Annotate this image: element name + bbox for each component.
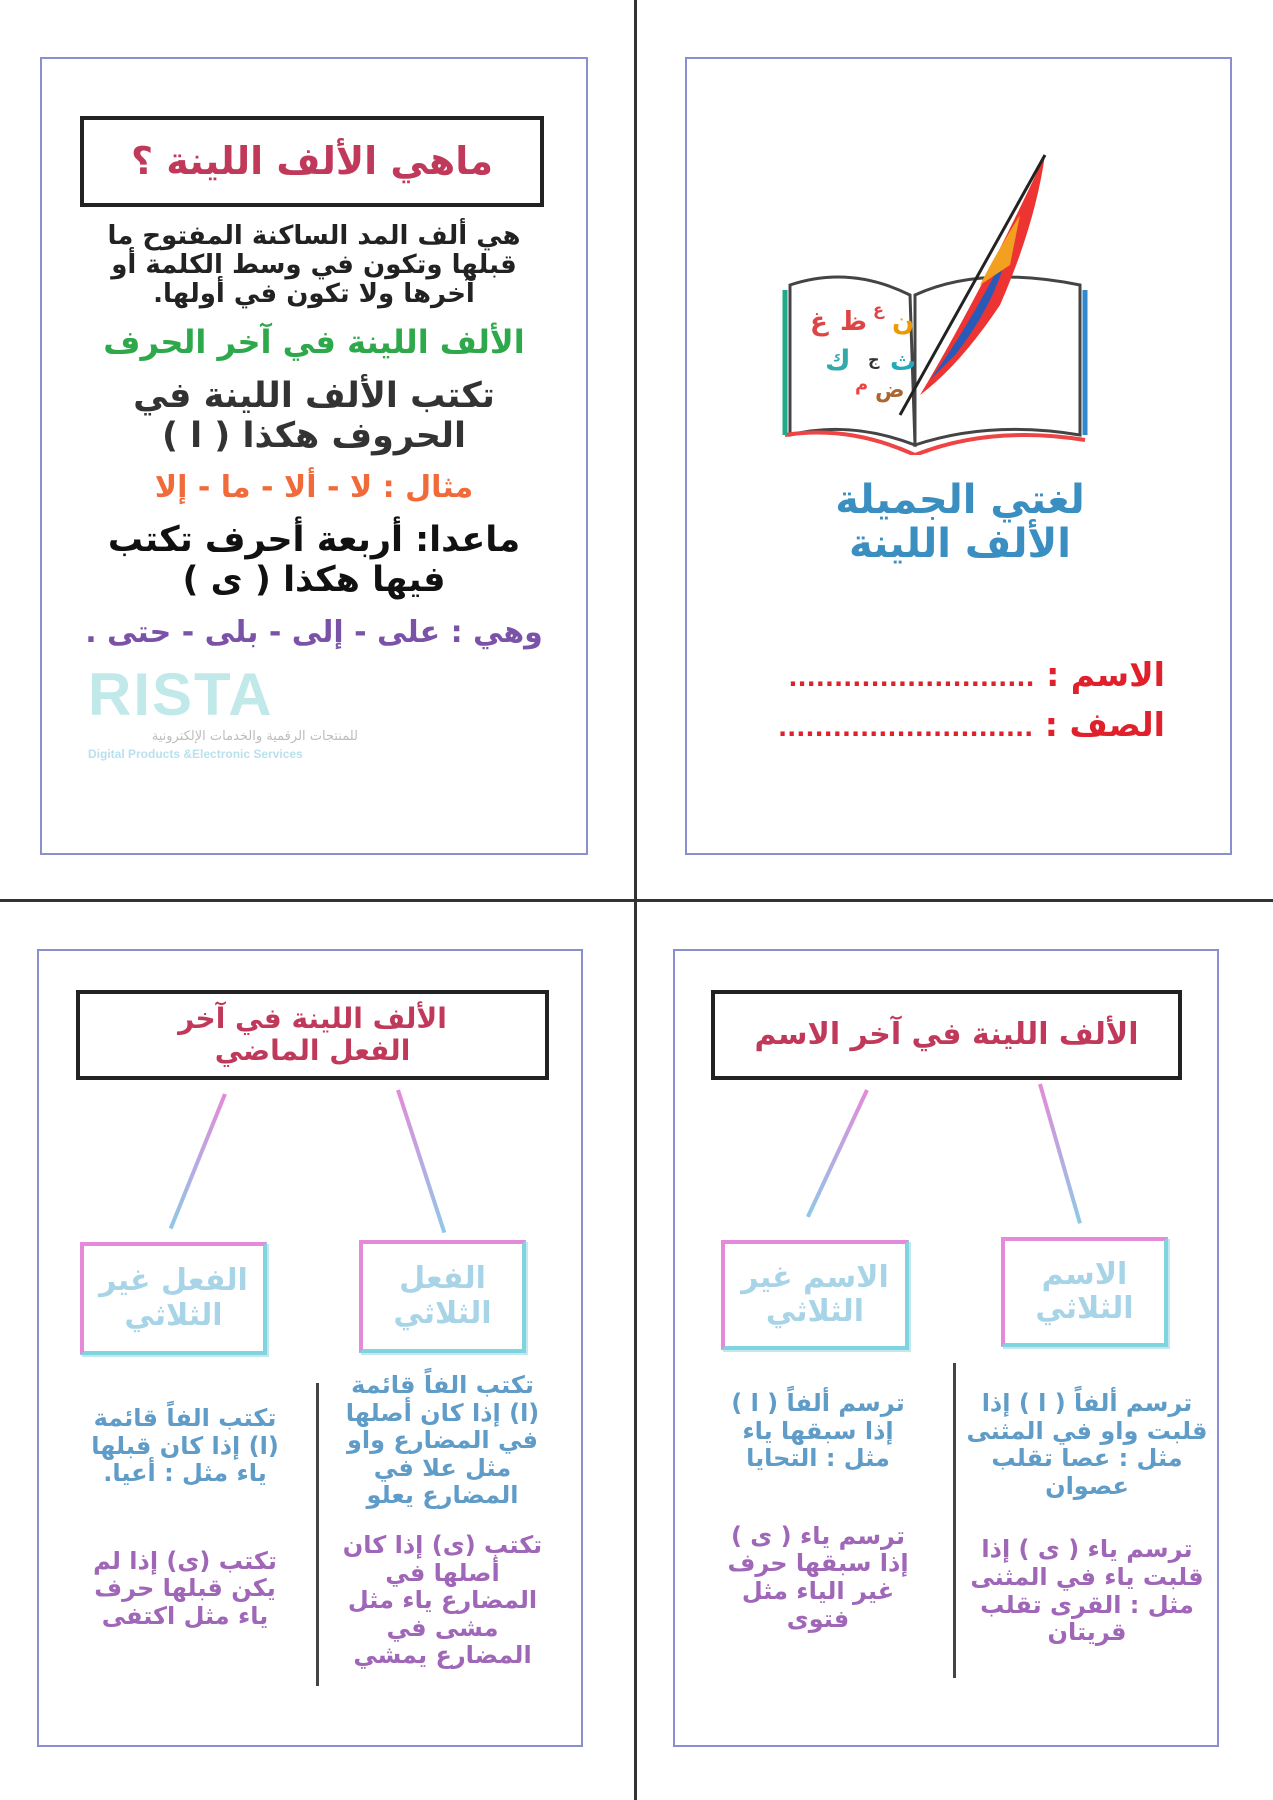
- illustration-letter: ن: [892, 307, 915, 337]
- definition-rule: تكتب الألف اللينة في الحروف هكذا ( ا ): [133, 375, 495, 456]
- definition-body: [60, 222, 568, 761]
- watermark-tagline-en: Digital Products &Electronic Services: [88, 746, 303, 761]
- verb-triliteral-alif-rule: تكتب الفاً قائمة (ا) إذا كان أصلها في المضارع واو مثل علا في المضارع يعلو: [345, 1371, 540, 1510]
- column-divider: [316, 1383, 319, 1686]
- illustration-letter: م: [855, 374, 869, 395]
- definition-title: ماهي الألف اللينة ؟: [80, 116, 544, 207]
- definition-exception-list: وهي : على - إلى - بلى - حتى .: [85, 614, 543, 650]
- noun-non-triliteral-alif-rule: ترسم ألفاً ( ا ) إذا سبقها ياء مثل : التحايا: [731, 1389, 905, 1473]
- noun-triliteral-column: [962, 1390, 1212, 1647]
- noun-title: الألف اللينة في آخر الاسم: [711, 990, 1182, 1080]
- illustration-letter: ث: [890, 347, 917, 377]
- verb-triliteral-column: [335, 1372, 550, 1670]
- noun-triliteral-box: الاسم الثلاثي: [1001, 1237, 1168, 1347]
- verb-non-triliteral-column: [80, 1405, 290, 1631]
- class-label: الصف :: [1044, 705, 1165, 744]
- column-divider: [953, 1363, 956, 1678]
- illustration-letter: ع: [873, 300, 884, 319]
- watermark-brand: RISTA: [88, 660, 274, 728]
- horizontal-fold-line: [0, 899, 1273, 902]
- class-field[interactable]: [725, 705, 1165, 745]
- noun-non-triliteral-ya-rule: ترسم ياء ( ى ) إذا سبقها حرف غير الياء مثل فتوى: [727, 1521, 909, 1633]
- cover-title-line1: لغتي الجميلة: [835, 477, 1085, 523]
- verb-title: الألف اللينة في آخر الفعل الماضي: [76, 990, 549, 1080]
- cover-title-line2: الألف اللينة: [848, 521, 1072, 567]
- illustration-letter: غ: [810, 307, 828, 337]
- illustration-letter: ك: [825, 344, 851, 377]
- watermark-logo: [88, 660, 368, 761]
- verb-non-triliteral-ya-rule: تكتب (ى) إذا لم يكن قبلها حرف ياء مثل اكتفى: [93, 1546, 277, 1630]
- verb-non-triliteral-alif-rule: تكتب الفاً قائمة (ا) إذا كان قبلها ياء مثل : أعيا.: [91, 1404, 279, 1488]
- verb-triliteral-box: الفعل الثلاثي: [359, 1240, 526, 1353]
- definition-example: مثال : لا - ألا - ما - إلا: [154, 470, 474, 506]
- name-label: الاسم :: [1046, 655, 1165, 694]
- watermark-tagline-ar: للمنتجات الرقمية والخدمات الإلكترونية: [151, 728, 358, 744]
- name-blank[interactable]: ...........................: [788, 664, 1035, 692]
- noun-triliteral-ya-rule: ترسم ياء ( ى ) إذا قلبت ياء في المثنى مثل : القرى تقلب قريتان: [970, 1535, 1204, 1647]
- noun-non-triliteral-box: الاسم غير الثلاثي: [721, 1240, 909, 1350]
- class-blank[interactable]: ............................: [778, 714, 1034, 742]
- noun-non-triliteral-column: [718, 1390, 918, 1633]
- definition-exception: ماعدا: أربعة أحرف تكتب فيها هكذا ( ى ): [107, 520, 521, 601]
- noun-triliteral-alif-rule: ترسم ألفاً ( ا ) إذا قلبت واو في المثنى مثل : عصا تقلب عصوان: [966, 1389, 1208, 1500]
- name-field[interactable]: [725, 655, 1165, 695]
- illustration-letter: ض: [875, 378, 905, 403]
- definition-text: هي ألف المد الساكنة المفتوح ما قبلها وتكون في وسط الكلمة أو آخرها ولا تكون في أولها.: [107, 221, 521, 310]
- verb-triliteral-ya-rule: تكتب (ى) إذا كان أصلها في المضارع ياء مثل مشى في المضارع يمشي: [342, 1530, 543, 1670]
- cover-title: [740, 478, 1180, 566]
- verb-non-triliteral-box: الفعل غير الثلاثي: [80, 1242, 267, 1355]
- illustration-letter: ظ: [840, 307, 868, 337]
- definition-subheading: الألف اللينة في آخر الحرف: [103, 323, 525, 362]
- book-feather-illustration: [780, 125, 1090, 455]
- illustration-letter: ج: [868, 350, 880, 369]
